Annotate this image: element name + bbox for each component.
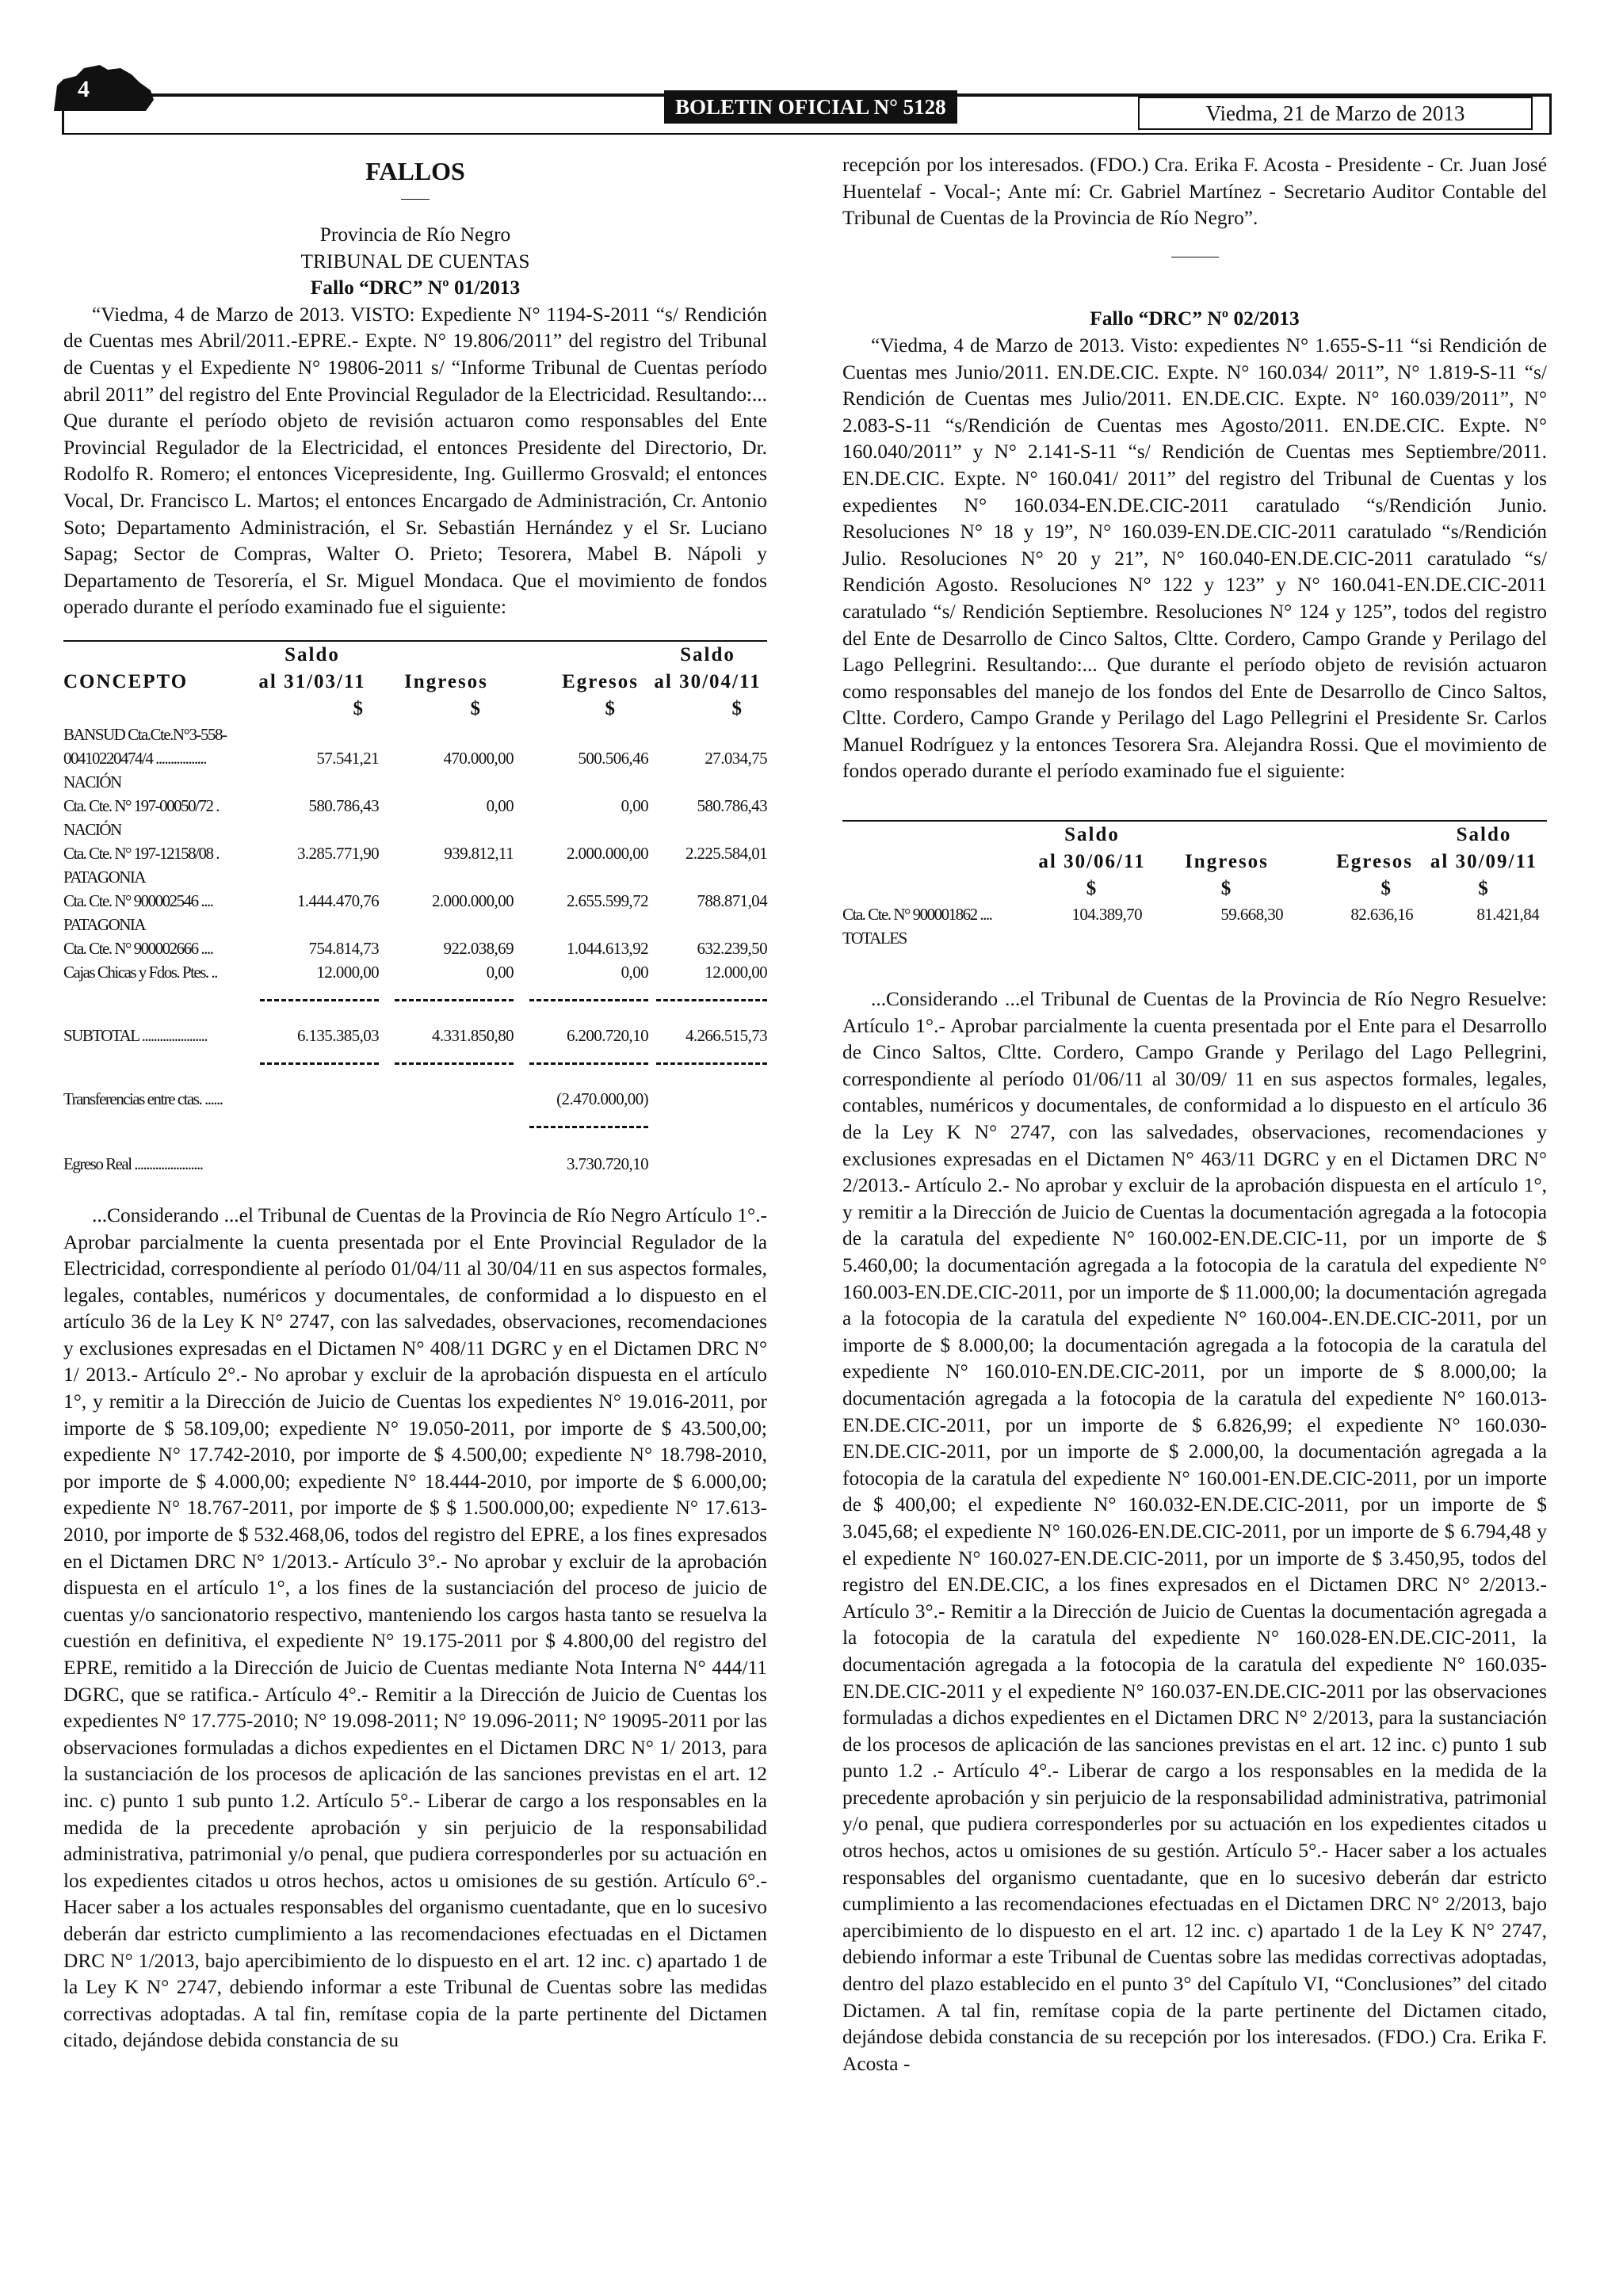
table-row: PATAGONIA: [63, 914, 146, 934]
th-saldo-final-date: al 30/09/11: [1430, 851, 1538, 873]
th-saldo-final-date: al 30/04/11: [654, 670, 762, 692]
header-bracket-right: [1532, 93, 1552, 135]
table-row: PATAGONIA: [63, 867, 146, 887]
egreso-real-row: Egreso Real ....................... 3.730.720,10: [63, 1154, 648, 1173]
fallo-separator: [842, 238, 1547, 265]
table-row: NACIÓN: [63, 772, 121, 791]
fallo-1-considerando: ...Considerando ...el Tribunal de Cuentas de la Provincia de Río Negro Artículo 1°.- Aprobar parcialmente la cuenta presentada por el Ente Provincial Regulador de la Electricidad, correspondiente al período 01/04/11 al 30/04/11 en sus aspectos formales, legales, contables, numéricos y documentales, de conformidad a lo dispuesto en el artículo 36 de la Ley K N° 2747, con las salvedades, observaciones, recomendaciones y exclusiones expresadas en el Dictamen N° 408/11 DGRC y en el Dictamen DRC N° 1/ 2013.- Artículo 2°.- No aprobar y excluir de la aprobación dispuesta en el artículo 1°, y remitir a la Dirección de Juicio de Cuentas los expedientes N° 19.016-2011, por importe de $ 58.109,00; expediente N° 19.050-2011, por importe de $ 43.500,00; expediente N° 17.742-2010, por importe de $ 4.500,00; expediente N° 18.798-2010, por importe de $ 4.000,00; expediente N° 18.444-2010, por importe de $ 6.000,00; expediente N° 18.767-2011, por importe de $ $ 1.500.000,00; expediente N° 17.613-2010, por importe de $ 532.468,06, todos del registro del EPRE, a los fines expresados en el Dictamen DRC N° 1/2013.- Artículo 3°.- No aprobar y excluir de la aprobación dispuesta en el artículo 1°, a los fines de la sustanciación del proceso de juicio de cuentas y/o sancionatorio respectivo, manteniendo los cargos hasta tanto se resuelva la cuestión en definitiva, el expediente N° 19.175-2011 por $ 4.800,00 del registro del EPRE, remitido a la Dirección de Juicio de Cuentas mediante Nota Interna N° 444/11 DGRC, que se ratifica.- Artículo 4°.- Remitir a la Dirección de Juicio de Cuentas los expedientes N° 17.775-2010; N° 19.098-2011; N° 19.096-2011; N° 19095-2011 por las observaciones formuladas a dichos expedientes en el Dictamen DRC N° 1/ 2013, para la sustanciación de los procesos de aplicación de las sanciones previstas en el art. 12 inc. c) punto 1 sub punto 1.2. Artículo 5°.- Liberar de cargo a los responsables en la medida de la precedente aprobación y sin perjuicio de la responsabilidad administrativa, patrimonial y/o penal, que pudiera corresponderles por su actuación en los expedientes citados u otros hechos, actos u omisiones de su gestión. Artículo 6°.- Hacer saber a los actuales responsables del organismo cuentadante, que en lo sucesivo deberán dar estricto cumplimiento a las recomendaciones efectuadas en el Dictamen DRC N° 1/2013, bajo apercibimiento de lo dispuesto en el art. 12 inc. c) apartado 1 de la Ley K N° 2747, debiendo informar a este Tribunal de Cuentas sobre las medidas correctivas adoptadas. A tal fin, remítase copia de la parte pertinente del Dictamen citado, dejándose debida constancia de su: [63, 1203, 767, 2052]
province-line: Provincia de Río Negro: [319, 223, 511, 246]
header-rule-bottom: [62, 133, 1552, 135]
table-row: Cta. Cte. N° 197-00050/72 . 580.786,43 0,00 0,00 580.786,43: [63, 795, 767, 815]
transfer-row: Transferencias entre ctas. ...... (2.470.000,00): [63, 1089, 648, 1108]
fallo-2-considerando: ...Considerando ...el Tribunal de Cuentas de la Provincia de Río Negro Resuelve: Artículo 1°.- Aprobar parcialmente la cuenta presentada por el Ente para el Desarrollo de Cinco Saltos, Cltte. Cordero, Campo Grande y Perilago del Lago Pellegrini, correspondiente al período 01/06/11 al 30/09/ 11 en sus aspectos formales, legales, contables, numéricos y documentales, de conformidad a lo dispuesto en el artículo 36 de la Ley K N° 2747, con las salvedades, observaciones, recomendaciones y exclusiones expresadas en el Dictamen N° 463/11 DGRC y en el Dictamen DRC N° 2/2013.- Artículo 2.- No aprobar y excluir de la aprobación dispuesta en el artículo 1°, y remitir a la Dirección de Juicio de Cuentas la documentación agregada a la fotocopia de la caratula del expediente N° 160.002-EN.DE.CIC-11, por un importe de $ 5.460,00; la documentación agregada a la fotocopia de la caratula del expediente N° 160.003-EN.DE.CIC-2011, por un importe de $ 11.000,00; la documentación agregada a la fotocopia de la caratula del expediente N° 160.004-.EN.DE.CIC-2011, por un importe de $ 8.000,00; la documentación agregada a la fotocopia de la caratula del expediente N° 160.010-EN.DE.CIC-2011, por un importe de $ 8.000,00; la documentación agregada a la fotocopia de la caratula del expediente N° 160.013-EN.DE.CIC-2011, por un importe de $ 6.826,99; el expediente N° 160.030-EN.DE.CIC-2011, por un importe de $ 2.000,00, la documentación agregada a la fotocopia de la caratula del expediente N° 160.001-EN.DE.CIC-2011, por un importe de $ 400,00; el expediente N° 160.032-EN.DE.CIC-2011, por un importe de $ 3.045,68; el expediente N° 160.026-EN.DE.CIC-2011, por un importe de $ 6.794,48 y el expediente N° 160.027-EN.DE.CIC-2011, por un importe de $ 3.450,95, todos del registro del EN.DE.CIC, a los fines expresados en el Dictamen DRC N° 2/2013.- Artículo 3°.- Remitir a la Dirección de Juicio de Cuentas la documentación agregada a la fotocopia de la caratula del expediente N° 160.028-EN.DE.CIC-2011, la documentación agregada a la fotocopia de la caratula del expediente N° 160.035-EN.DE.CIC-2011 y el expediente N° 160.037-EN.DE.CIC-2011 por las observaciones formuladas a dichos expedientes en el Dictamen DRC N° 2/2013, para la sustanciación de los procesos de aplicación de las sanciones previstas en el art. 12 inc. c) punto 1 sub punto 1.2 .- Artículo 4°.- Liberar de cargo a los responsables en la medida de la precedente aprobación y sin perjuicio de la responsabilidad administrativa, patrimonial y/o penal, que pudiera corresponderles por su actuación en los expedientes citados u otros hechos, actos u omisiones de su gestión. Artículo 5°.- Hacer saber a los actuales responsables del organismo cuentadante, que en lo sucesivo deberán dar estricto cumplimiento a las recomendaciones efectuadas en el Dictamen DRC N° 2/2013, bajo apercibimiento de lo dispuesto en el art. 12 inc. c) apartado 1 de la Ley K N° 2747, debiendo informar a este Tribunal de Cuentas sobre las medidas correctivas adoptadas, dentro del plazo establecido en el punto 3° del Capítulo VI, “Conclusiones” del citado Dictamen. A tal fin, remítase copia de la parte pertinente del Dictamen citado, dejándose debida constancia de su recepción por los interesados. (FDO.) Cra. Erika F. Acosta -: [842, 988, 1547, 2075]
subtotal-row: SUBTOTAL ...................... 6.135.385,03 4.331.850,80 6.200.720,10 4.266.515,73: [63, 1025, 767, 1045]
th-saldo-inicial: Saldo: [1064, 824, 1120, 846]
table-row: NACIÓN: [63, 819, 121, 839]
rio-negro-map-icon: [52, 62, 155, 113]
th-ingresos: Ingresos: [404, 670, 488, 692]
th-saldo-inicial: Saldo: [285, 643, 340, 666]
fallo-1-title: Fallo “DRC” Nº 01/2013: [310, 277, 521, 299]
th-saldo-final: Saldo: [1456, 824, 1512, 846]
table-row: 00410220474/4 ................. 57.541,21 470.000,00 500.506,46 27.034,75: [63, 748, 767, 768]
header-date: Viedma, 21 de Marzo de 2013: [1138, 97, 1533, 130]
table-row: BANSUD Cta.Cte.N°3-558-: [63, 724, 227, 744]
table-row: Cajas Chicas y Fdos. Ptes. .. 12.000,00 0,00 0,00 12.000,00: [63, 962, 767, 982]
dashed-rule: [63, 1111, 767, 1135]
th-currency: $: [1478, 878, 1490, 900]
dashed-rule: [63, 1047, 767, 1071]
table-row: Cta. Cte. N° 197-12158/08 . 3.285.771,90 939.812,11 2.000.000,00 2.225.584,01: [63, 843, 767, 863]
th-concepto: CONCEPTO: [63, 670, 189, 692]
th-saldo-inicial-date: al 31/03/11: [258, 670, 366, 692]
fallo-2-funds-table: [842, 820, 1547, 950]
totales-row: TOTALES: [842, 929, 907, 948]
section-title: FALLOS: [365, 157, 465, 185]
fallo-1-funds-table: [63, 640, 767, 1176]
table-row: Cta. Cte. N° 900002666 .... 754.814,73 922.038,69 1.044.613,92 632.239,50: [63, 938, 767, 958]
th-egresos: Egresos: [1336, 851, 1413, 873]
th-saldo-final: Saldo: [680, 643, 735, 666]
th-currency: $: [1220, 878, 1233, 900]
th-currency: $: [731, 697, 743, 719]
tribunal-line: TRIBUNAL DE CUENTAS: [300, 250, 530, 273]
page-number: 4: [78, 76, 90, 102]
fallo-1-signatures: recepción por los interesados. (FDO.) Cra. Erika F. Acosta - Presidente - Cr. Juan José Huentelaf - Vocal-; Ante mí: Cr. Gabriel Martínez - Secretario Auditor Contable del Tribunal de Cuentas de la Provincia de Río Negro”.: [842, 154, 1547, 230]
fallo-1-intro: “Viedma, 4 de Marzo de 2013. VISTO: Expediente N° 1194-S-2011 “s/ Rendición de Cuentas mes Abril/2011.-EPRE.- Expte. N° 19.806/2011” del registro del Tribunal de Cuentas y el Expediente N° 19806-2011 s/ “Informe Tribunal de Cuentas período abril 2011” del registro del Ente Provincial Regulador de la Electricidad. Resultando:... Que durante el período objeto de revisión actuaron como responsables del Ente Provincial Regulador de la Electricidad, el entonces Presidente del Directorio, Dr. Rodolfo R. Romero; el entonces Vicepresidente, Ing. Guillermo Grosvald; el entonces Vocal, Dr. Francisco L. Martos; el entonces Encargado de Administración, Cr. Antonio Soto; Departamento Administración, el Sr. Sebastián Hernández y el Sr. Luciano Sapag; Sector de Compras, Walter O. Prieto; Tesorera, Mabel B. Nápoli y Departamento de Tesorería, el Sr. Miguel Mondaca. Que el movimiento de fondos operado durante el período examinado fue el siguiente:: [63, 303, 767, 619]
dashed-rule: [63, 984, 767, 1008]
th-egresos: Egresos: [562, 670, 639, 692]
bulletin-title: BOLETIN OFICIAL N° 5128: [664, 90, 957, 124]
th-currency: $: [353, 697, 365, 719]
fallo-2-intro: “Viedma, 4 de Marzo de 2013. Visto: expedientes N° 1.655-S-11 “si Rendición de Cuentas mes Junio/2011. EN.DE.CIC. Expte. N° 160.034/ 2011”, N° 1.819-S-11 “s/ Rendición de Cuentas mes Julio/2011. EN.DE.CIC. Expte. N° 160.039/2011”, N° 2.083-S-11 “s/Rendición de Cuentas mes Agosto/2011. EN.DE.CIC. Expte. N° 160.040/2011” y N° 2.141-S-11 “s/ Rendición de Cuentas mes Septiembre/2011. EN.DE.CIC. Expte. N° 160.041/ 2011” del registro del Tribunal de Cuentas y los expedientes N° 160.034-EN.DE.CIC-2011 caratulado “s/Rendición Junio. Resoluciones N° 18 y 19”, N° 160.039-EN.DE.CIC-2011 caratulado “s/Rendición Julio. Resoluciones N° 20 y 21”, N° 160.040-EN.DE.CIC-2011 caratulado “s/ Rendición Agosto. Resoluciones N° 122 y 123” y N° 160.041-EN.DE.CIC-2011 caratulado “s/ Rendición Septiembre. Resoluciones N° 124 y 125”, todos del registro del Ente de Desarrollo de Cinco Saltos, Cltte. Cordero, Campo Grande y Perilago del Lago Pellegrini. Resultando:... Que durante el período objeto de revisión actuaron como responsables del manejo de los fondos del Ente de Desarrollo de Cinco Saltos, Cltte. Cordero, Campo Grande y Perilago del Lago Pellegrini el Presidente Sr. Carlos Manuel Rodríguez y la entonces Tesorera Sra. Alejandra Rossi. Que el movimiento de fondos operado durante el período examinado fue el siguiente:: [842, 334, 1547, 783]
right-column: [842, 152, 1547, 2077]
left-column: [63, 152, 767, 2054]
table-row: Cta. Cte. N° 900002546 .... 1.444.470,76 2.000.000,00 2.655.599,72 788.871,04: [63, 891, 767, 910]
title-divider: [63, 185, 767, 201]
fallo-2-title: Fallo “DRC” Nº 02/2013: [1090, 307, 1300, 330]
page-header: [62, 76, 1552, 139]
table-row: Cta. Cte. N° 900001862 .... 104.389,70 59.668,30 82.636,16 81.421,84: [842, 905, 1539, 925]
th-ingresos: Ingresos: [1185, 851, 1269, 873]
th-currency: $: [470, 697, 482, 719]
th-saldo-inicial-date: al 30/06/11: [1038, 851, 1146, 873]
th-currency: $: [1086, 878, 1098, 900]
th-currency: $: [605, 697, 617, 719]
th-currency: $: [1381, 878, 1392, 900]
